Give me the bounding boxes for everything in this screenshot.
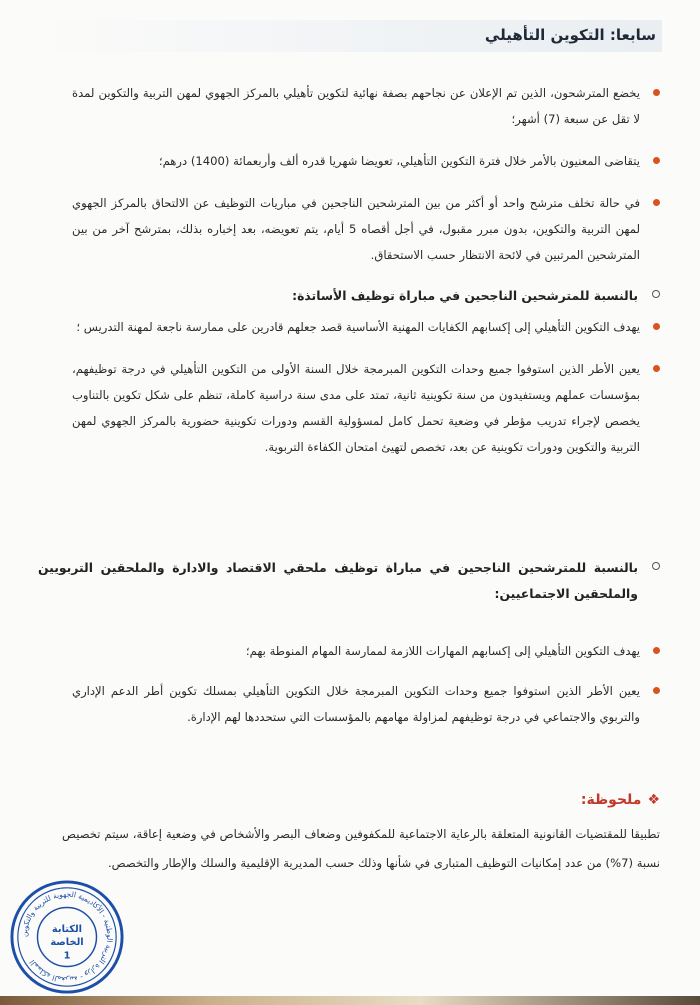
note-text: تطبيقا للمقتضيات القانونية المتعلقة بالرعاية الاجتماعية للمكفوفين وضعاف البصر والأشخاص في وضعية إعاقة، سيتم تخصيص نسبة (7%) من عدد إمكانيات التوظيف المتبارى في شأنها وذلك حسب المديرية الإقليمية والسلك والإطار والتخصص. (62, 827, 660, 870)
list-item: يخضع المترشحون، الذين تم الإعلان عن نجاحهم بصفة نهائية لتكوين تأهيلي بالمركز الجهوي لمهن التربية والتكوين لمدة لا تقل عن سبعة (7) أشهر؛ (72, 80, 662, 132)
bullet-icon (653, 323, 660, 330)
general-list (72, 80, 662, 268)
attaches-heading: بالنسبة للمترشحين الناجحين في مباراة توظيف ملحقي الاقتصاد والادارة والملحقين التربويين والملحقين الاجتماعيين: (38, 555, 662, 607)
scan-edge (0, 996, 700, 1005)
list-item: يعين الأطر الذين استوفوا جميع وحدات التكوين المبرمجة خلال التكوين التأهيلي بمسلك تكوين أطر الدعم الإداري والتربوي والاجتماعي في درجة توظيفهم لمزاولة مهامهم بالمؤسسات التي ستحددها لهم الإدارة. (72, 678, 662, 730)
stamp-line-1: الكتابة (51, 924, 83, 936)
list-item: يهدف التكوين التأهيلي إلى إكسابهم المهارات اللازمة لممارسة المهام المنوطة بهم؛ (72, 638, 662, 664)
bullet-icon (653, 157, 660, 164)
teachers-heading: بالنسبة للمترشحين الناجحين في مباراة توظيف الأساتذة: (38, 283, 662, 309)
bullet-icon (653, 365, 660, 372)
official-stamp (8, 878, 126, 996)
list-item: يهدف التكوين التأهيلي إلى إكسابهم الكفايات المهنية الأساسية قصد جعلهم قادرين على ممارسة ناجعة لمهنة التدريس ؛ (72, 314, 662, 340)
diamond-star-icon: ❖ (647, 792, 660, 808)
circle-bullet-icon (652, 562, 660, 570)
list-item: يتقاضى المعنيون بالأمر خلال فترة التكوين التأهيلي، تعويضا شهريا قدره ألف وأربعمائة (1400) درهم؛ (72, 148, 662, 174)
note-heading: ❖ملحوظة: (580, 792, 660, 808)
bullet-icon (653, 687, 660, 694)
attaches-list (72, 638, 662, 730)
list-item: في حالة تخلف مترشح واحد أو أكثر من بين المترشحين الناجحين في مباريات التوظيف عن الالتحاق بالمركز الجهوي لمهن التربية والتكوين، بدون مبرر مقبول، في أجل أقصاه 5 أيام، يتم تعويضه، بعد إخباره بذلك، بمترشح آخر من بين المترشحين المرتبين في لائحة الانتظار حسب الاستحقاق. (72, 190, 662, 268)
list-item: يعين الأطر الذين استوفوا جميع وحدات التكوين المبرمجة خلال السنة الأولى من التكوين التأهيلي في درجة توظيفهم، بمؤسسات عملهم ويستفيدون من سنة تكوينية ثانية، تمتد على مدى سنة دراسية كاملة، تنظم على شكل تكوين بالتناوب يخصص لإجراء تدريب مؤطر في وضعية تحمل كامل لمسؤولية القسم ودورات تكوينية حضورية بالمركز الجهوي لمهن التربية والتكوين ودورات تكوينية عن بعد، تخصص لتهيئ امتحان الكفاءة التربوية. (72, 356, 662, 460)
stamp-line-2: الخاصة (50, 936, 84, 948)
stamp-ring-text: المملكة المغربية - وزارة التربية الوطنية - الأكاديمية الجهوية للتربية والتكوين (19, 889, 115, 985)
stamp-number: 1 (63, 950, 71, 962)
circle-bullet-icon (652, 290, 660, 298)
bullet-icon (653, 89, 660, 96)
section-title: سابعا: التكوين التأهيلي (484, 26, 656, 44)
teachers-list (72, 314, 662, 460)
bullet-icon (653, 647, 660, 654)
bullet-icon (653, 199, 660, 206)
